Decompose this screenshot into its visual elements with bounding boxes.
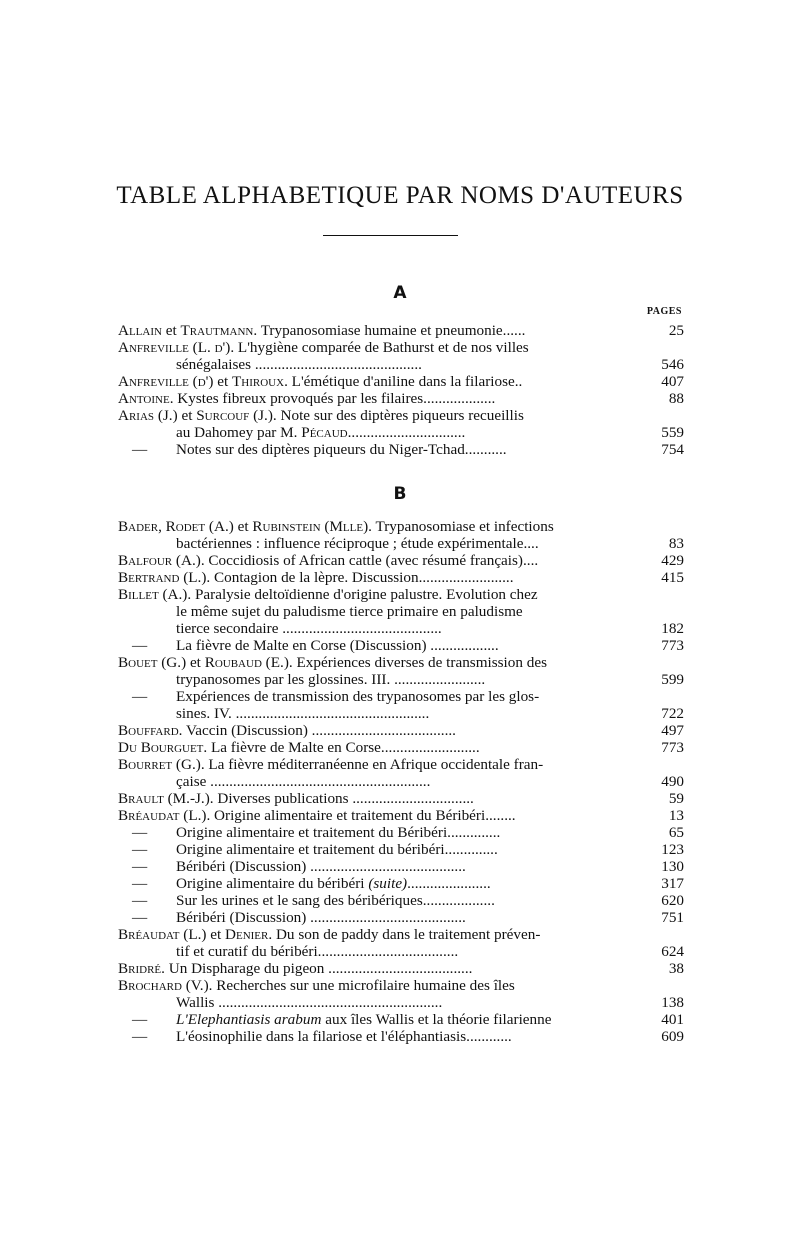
index-line-text: [176, 943, 458, 960]
co-author-name: Roubaud (E.): [204, 654, 289, 671]
index-line: [118, 518, 684, 535]
author-name: Bader, Rodet (A.): [118, 518, 234, 535]
page-number: 722: [661, 705, 684, 722]
entry-continuation: Wallis ...........................................................: [176, 994, 443, 1011]
index-line: [118, 373, 684, 390]
index-line-text: [118, 569, 514, 586]
page-number: 415: [661, 569, 684, 586]
page-number: 624: [661, 943, 684, 960]
author-name: Billet (A.): [118, 586, 188, 603]
ditto-dash: —: [132, 875, 148, 892]
index-line-text: [176, 892, 495, 909]
index-line: [118, 603, 684, 620]
ditto-dash: —: [132, 441, 148, 458]
index-line-text: [176, 620, 442, 637]
italic-title: L'Elephantiasis arabum: [176, 1011, 322, 1028]
index-line-text: [118, 518, 554, 535]
title-rule: [323, 235, 458, 236]
index-line: [118, 424, 684, 441]
entry-title: . Trypanosomiase humaine et pneumonie......: [253, 322, 526, 339]
author-name: Brault (M.-J.): [118, 790, 210, 807]
page-number: 754: [661, 441, 684, 458]
author-name: Allain: [118, 322, 162, 339]
index-line-text: [176, 1011, 551, 1028]
index-line-text: [176, 994, 442, 1011]
page-number: 65: [668, 824, 684, 841]
entry-title: . L'émétique d'aniline dans la filariose..: [284, 373, 523, 390]
entry-title: . Expériences diverses de transmission des: [288, 654, 548, 671]
index-line: [118, 705, 684, 722]
co-author-name: Surcouf (J.): [196, 407, 273, 424]
index-line: [118, 977, 684, 994]
author-name: Antoine: [118, 390, 170, 407]
index-line: [118, 909, 684, 926]
entry-title: . Recherches sur une microfilaire humaine des îles: [208, 977, 515, 994]
index-line: [118, 552, 684, 569]
entry-title: . Trypanosomiase et infections: [368, 518, 554, 535]
page-number: 13: [668, 807, 684, 824]
index-line-text: [118, 739, 480, 756]
entry-continuation: bactériennes : influence réciproque ; étude expérimentale....: [176, 535, 539, 552]
author-name: Bertrand (L.): [118, 569, 207, 586]
index-line: [118, 892, 684, 909]
entry-title: . Un Dispharage du pigeon ......................................: [161, 960, 473, 977]
index-line-text: [118, 722, 456, 739]
entry-title: . Note sur des diptères piqueurs recueillis: [272, 407, 524, 424]
co-author-name: Thiroux: [232, 373, 285, 390]
index-line-text: [176, 424, 465, 441]
page-number: 773: [661, 637, 684, 654]
co-author-name: Rubinstein (Mlle): [252, 518, 369, 535]
entry-continuation: tierce secondaire ..........................................: [176, 620, 442, 637]
index-line: [118, 1011, 684, 1028]
ditto-dash: —: [132, 1028, 148, 1045]
index-line-text: [118, 960, 472, 977]
page-number: 751: [661, 909, 684, 926]
section-b-entries: [118, 518, 684, 1045]
index-line-text: [176, 356, 422, 373]
author-name: Bridré: [118, 960, 162, 977]
index-line: [118, 739, 684, 756]
section-a-entries: [118, 322, 684, 458]
entry-continuation-rest: aux îles Wallis et la théorie filarienne: [321, 1011, 552, 1028]
page-number: 317: [661, 875, 684, 892]
entry-title: . Paralysie deltoïdienne d'origine palustre. Evolution chez: [187, 586, 538, 603]
index-line: [118, 322, 684, 339]
page-number: 497: [661, 722, 684, 739]
page-number: 182: [661, 620, 684, 637]
entry-continuation: sénégalaises ............................................: [176, 356, 422, 373]
entry-title: . Coccidiosis of African cattle (avec résumé français)....: [200, 552, 539, 569]
index-line-text: [118, 790, 474, 807]
index-line-text: [176, 705, 429, 722]
author-name: Anfreville (L. d').: [118, 339, 235, 356]
index-line-text: [176, 535, 539, 552]
index-line: [118, 926, 684, 943]
entry-continuation: Expériences de transmission des trypanosomes par les glos-: [176, 688, 540, 705]
author-name: Arias (J.): [118, 407, 178, 424]
page-number: 83: [668, 535, 684, 552]
index-line-text: [176, 603, 523, 620]
co-author-name: Denier: [225, 926, 269, 943]
entry-continuation: L'éosinophilie dans la filariose et l'éléphantiasis............: [176, 1028, 512, 1045]
index-line: [118, 841, 684, 858]
entry-continuation: sines. IV. ...................................................: [176, 705, 430, 722]
ditto-dash: —: [132, 892, 148, 909]
page-number: 620: [661, 892, 684, 909]
page-title: TABLE ALPHABETIQUE PAR NOMS D'AUTEURS: [116, 182, 684, 209]
entry-continuation: Origine alimentaire et traitement du Béribéri..............: [176, 824, 501, 841]
index-line-text: [118, 654, 547, 671]
index-line: [118, 569, 684, 586]
index-line-text: [118, 807, 516, 824]
index-line-text: [176, 909, 466, 926]
index-line-text: [118, 586, 538, 603]
page-number: 609: [661, 1028, 684, 1045]
index-line: [118, 356, 684, 373]
index-line: [118, 390, 684, 407]
page-number: 546: [661, 356, 684, 373]
page-number: 429: [661, 552, 684, 569]
entry-title: . Du son de paddy dans le traitement préven-: [268, 926, 541, 943]
index-line: [118, 756, 684, 773]
ditto-dash: —: [132, 637, 148, 654]
index-line-text: [176, 841, 498, 858]
author-name: Bréaudat (L.): [118, 807, 207, 824]
index-line: [118, 858, 684, 875]
index-line: [118, 654, 684, 671]
page-number: 59: [668, 790, 684, 807]
index-line-text: [176, 875, 491, 892]
index-line-text: [118, 322, 525, 339]
entry-title: L'hygiène comparée de Bathurst et de nos villes: [234, 339, 529, 356]
page-number: 490: [661, 773, 684, 790]
index-line-text: [118, 926, 540, 943]
connector: et: [177, 407, 197, 424]
ditto-dash: —: [132, 858, 148, 875]
page-number: 773: [661, 739, 684, 756]
entry-continuation: Béribéri (Discussion) .........................................: [176, 909, 466, 926]
entry-continuation: tif et curatif du béribéri.....................................: [176, 943, 459, 960]
author-name: Bréaudat (L.): [118, 926, 207, 943]
section-letter-b: B: [393, 484, 407, 504]
entry-title: . Kystes fibreux provoqués par les filaires...................: [169, 390, 496, 407]
entry-continuation: çaise ..........................................................: [176, 773, 431, 790]
ditto-dash: —: [132, 1011, 148, 1028]
index-line-text: [176, 441, 507, 458]
index-line-text: [176, 688, 539, 705]
page-number: 599: [661, 671, 684, 688]
index-line-text: [176, 671, 485, 688]
entry-continuation-rest: ......................: [407, 875, 491, 892]
ditto-dash: —: [132, 688, 148, 705]
index-line-text: [118, 390, 495, 407]
index-line-text: [118, 339, 529, 356]
index-line-text: [176, 637, 499, 654]
index-line: [118, 824, 684, 841]
page-number: 407: [661, 373, 684, 390]
index-line: [118, 994, 684, 1011]
entry-title: . Contagion de la lèpre. Discussion.........................: [206, 569, 514, 586]
connector: et: [186, 654, 205, 671]
author-name: Bouffard: [118, 722, 179, 739]
index-line: [118, 535, 684, 552]
section-letter-a: A: [393, 283, 407, 303]
author-name: Bourret (G.): [118, 756, 201, 773]
index-line: [118, 671, 684, 688]
index-line-text: [118, 407, 524, 424]
ditto-dash: —: [132, 909, 148, 926]
index-line: [118, 637, 684, 654]
index-line-text: [176, 773, 430, 790]
index-line-text: [118, 373, 522, 390]
entry-continuation-rest: ...............................: [347, 424, 466, 441]
connector: et: [213, 373, 233, 390]
page-number: 138: [661, 994, 684, 1011]
entry-continuation: Sur les urines et le sang des béribériques...................: [176, 892, 495, 909]
author-name: Brochard (V.): [118, 977, 209, 994]
entry-title: . Vaccin (Discussion) ......................................: [178, 722, 456, 739]
entry-title: . Diverses publications ................................: [209, 790, 474, 807]
index-line: [118, 960, 684, 977]
page-number: 88: [668, 390, 684, 407]
index-line-text: [118, 552, 538, 569]
index-line: [118, 1028, 684, 1045]
entry-continuation: trypanosomes par les glossines. III. ........................: [176, 671, 486, 688]
author-name: Anfreville (d'): [118, 373, 214, 390]
entry-continuation: La fièvre de Malte en Corse (Discussion) ..................: [176, 637, 499, 654]
index-line-text: [118, 756, 543, 773]
index-line: [118, 586, 684, 603]
connector: et: [161, 322, 181, 339]
ditto-dash: —: [132, 824, 148, 841]
entry-continuation: Origine alimentaire du béribéri: [176, 875, 369, 892]
index-line: [118, 441, 684, 458]
index-line-text: [118, 977, 515, 994]
page-number: 401: [661, 1011, 684, 1028]
page-number: 38: [668, 960, 684, 977]
index-line: [118, 688, 684, 705]
co-author-name: Trautmann: [180, 322, 254, 339]
entry-continuation: Origine alimentaire et traitement du béribéri..............: [176, 841, 498, 858]
entry-continuation: Béribéri (Discussion) .........................................: [176, 858, 466, 875]
author-name: Bouet (G.): [118, 654, 187, 671]
index-line-text: [176, 824, 500, 841]
index-line: [118, 339, 684, 356]
page-number: 559: [661, 424, 684, 441]
connector: et: [206, 926, 226, 943]
author-name: Balfour (A.): [118, 552, 201, 569]
entry-title: . La fièvre méditerranéenne en Afrique occidentale fran-: [200, 756, 544, 773]
author-name: Du Bourguet: [118, 739, 204, 756]
connector: et: [233, 518, 253, 535]
index-line: [118, 790, 684, 807]
index-line: [118, 620, 684, 637]
italic-title: (suite): [368, 875, 408, 892]
index-line-text: [176, 858, 466, 875]
pages-column-heading: PAGES: [646, 306, 682, 317]
cited-name: Pécaud: [301, 424, 348, 441]
index-line: [118, 773, 684, 790]
index-line-text: [176, 1028, 512, 1045]
index-line: [118, 722, 684, 739]
ditto-dash: —: [132, 841, 148, 858]
entry-title: . La fièvre de Malte en Corse..........................: [203, 739, 480, 756]
page-number: 123: [661, 841, 684, 858]
page-number: 130: [661, 858, 684, 875]
entry-continuation: au Dahomey par M.: [176, 424, 302, 441]
entry-continuation: le même sujet du paludisme tierce primaire en paludisme: [176, 603, 523, 620]
page-number: 25: [668, 322, 684, 339]
index-line: [118, 943, 684, 960]
index-line: [118, 875, 684, 892]
entry-continuation: Notes sur des diptères piqueurs du Niger-Tchad...........: [176, 441, 507, 458]
index-line: [118, 807, 684, 824]
index-line: [118, 407, 684, 424]
entry-title: . Origine alimentaire et traitement du Béribéri........: [206, 807, 516, 824]
